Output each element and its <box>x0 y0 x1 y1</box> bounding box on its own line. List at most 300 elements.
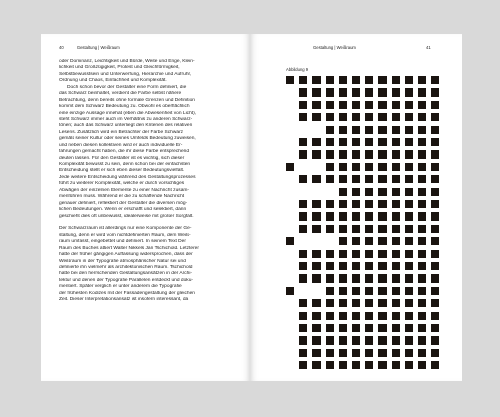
grid-square <box>431 175 439 183</box>
grid-square <box>299 113 307 121</box>
grid-square <box>352 324 360 332</box>
grid-square <box>431 237 439 245</box>
grid-square <box>431 299 439 307</box>
grid-square <box>405 76 413 84</box>
grid-square <box>352 163 360 171</box>
grid-square <box>299 299 307 307</box>
text-line: Ordnung und Chaos, Einfachheit und Komplexität. <box>59 78 167 84</box>
left-page-number: 40 <box>59 45 64 50</box>
grid-square <box>339 225 347 233</box>
grid-square <box>378 324 386 332</box>
grid-square <box>326 88 334 96</box>
text-line: deuten lassen. Für den Gestalter ist es wichtig, sich dieser <box>59 155 185 161</box>
grid-square <box>286 287 294 295</box>
grid-square <box>365 262 373 270</box>
grid-square <box>392 361 400 369</box>
grid-square <box>365 287 373 295</box>
right-running-title: Gestaltung | Weißraum <box>313 45 356 50</box>
grid-square <box>431 312 439 320</box>
grid-square <box>365 324 373 332</box>
grid-square <box>378 101 386 109</box>
grid-square <box>299 312 307 320</box>
grid-square <box>378 287 386 295</box>
grid-square <box>405 299 413 307</box>
grid-square <box>418 113 426 121</box>
text-line: genauer definiert, reflektiert der Gestalter die diversen mög- <box>59 200 188 206</box>
grid-square <box>378 76 386 84</box>
grid-square <box>431 212 439 220</box>
grid-square <box>352 88 360 96</box>
grid-square <box>431 188 439 196</box>
grid-square <box>378 150 386 158</box>
grid-square <box>299 101 307 109</box>
grid-square <box>431 200 439 208</box>
grid-square <box>312 212 320 220</box>
grid-square <box>326 336 334 344</box>
text-line: der frühesten Kodizes mit der Fassadengestaltung der gleichen <box>59 290 195 296</box>
grid-square <box>326 138 334 146</box>
grid-square <box>405 324 413 332</box>
grid-square <box>405 200 413 208</box>
grid-square <box>312 150 320 158</box>
grid-square <box>392 274 400 282</box>
grid-square <box>392 175 400 183</box>
grid-square <box>378 175 386 183</box>
grid-square <box>299 274 307 282</box>
grid-square <box>378 138 386 146</box>
grid-square <box>418 336 426 344</box>
grid-square <box>378 200 386 208</box>
grid-square <box>392 126 400 134</box>
grid-square <box>326 250 334 258</box>
grid-square <box>312 312 320 320</box>
grid-square <box>431 150 439 158</box>
grid-square <box>326 200 334 208</box>
grid-square <box>352 126 360 134</box>
grid-square <box>405 225 413 233</box>
grid-square <box>326 299 334 307</box>
text-line: Der Schwarzraum ist allerdings nur eine Komponente der Ge- <box>59 226 192 232</box>
grid-square <box>418 126 426 134</box>
text-line: geschieht dies oft unbewusst, idealerweise mit großer Sorgfalt. <box>59 213 194 219</box>
grid-square <box>339 188 347 196</box>
text-line: eine einzige Aussage innehat (eben die Abwesenheit von Licht), <box>59 110 197 116</box>
grid-square <box>352 212 360 220</box>
grid-square <box>405 113 413 121</box>
text-line: das Schwarz beinhaltet, verdient die Farbe selbst nähere <box>59 91 182 97</box>
text-line: tektur und denen der Typografie Parallelen entdeckt und doku- <box>59 277 194 283</box>
text-line: steht Schwarz immer auch im Verhältnis zu anderen Schwarz- <box>59 116 193 122</box>
grid-square <box>392 76 400 84</box>
grid-square <box>312 76 320 84</box>
grid-square <box>352 188 360 196</box>
grid-square <box>418 324 426 332</box>
grid-square <box>339 237 347 245</box>
grid-square <box>418 349 426 357</box>
grid-square <box>392 336 400 344</box>
left-page <box>41 34 250 381</box>
grid-square <box>431 88 439 96</box>
grid-square <box>378 312 386 320</box>
grid-square <box>299 76 307 84</box>
grid-square <box>405 274 413 282</box>
figure-square-grid <box>286 76 446 374</box>
grid-square <box>418 88 426 96</box>
grid-square <box>312 361 320 369</box>
grid-square <box>418 200 426 208</box>
grid-square <box>431 113 439 121</box>
grid-square <box>392 88 400 96</box>
grid-square <box>299 324 307 332</box>
grid-square <box>378 126 386 134</box>
grid-square <box>418 188 426 196</box>
grid-square <box>378 163 386 171</box>
grid-square <box>326 76 334 84</box>
grid-square <box>352 312 360 320</box>
grid-square <box>392 349 400 357</box>
grid-square <box>378 299 386 307</box>
grid-square <box>418 299 426 307</box>
grid-square <box>312 274 320 282</box>
grid-square <box>339 150 347 158</box>
grid-square <box>431 138 439 146</box>
grid-square <box>405 237 413 245</box>
grid-square <box>352 250 360 258</box>
grid-square <box>339 312 347 320</box>
text-line: Jede weitere Entscheidung während des Gestaltungsprozesses <box>59 174 196 180</box>
grid-square <box>339 299 347 307</box>
grid-square <box>418 212 426 220</box>
grid-square <box>378 361 386 369</box>
grid-square <box>286 76 294 84</box>
grid-square <box>299 200 307 208</box>
grid-square <box>339 101 347 109</box>
grid-square <box>326 312 334 320</box>
grid-square <box>418 237 426 245</box>
text-line: Entscheidung stellt er sich eben dieser Bedeutungsvielfalt. <box>59 168 185 174</box>
grid-square <box>405 88 413 96</box>
text-line: und neben diesen kollektiven wird er auch individuelle Er- <box>59 142 183 148</box>
grid-square <box>392 299 400 307</box>
grid-square <box>405 212 413 220</box>
grid-square <box>312 262 320 270</box>
grid-square <box>405 250 413 258</box>
text-line: Raum des Buches attiert Walter Nikkels Jan Tschichold. Letzterer <box>59 245 199 251</box>
grid-square <box>326 212 334 220</box>
grid-square <box>431 349 439 357</box>
grid-square <box>339 113 347 121</box>
grid-square <box>418 361 426 369</box>
grid-square <box>312 225 320 233</box>
grid-square <box>365 336 373 344</box>
text-line: führt zu weiterer Komplexität, welche er durch vorsichtiges <box>59 181 185 187</box>
grid-square <box>339 274 347 282</box>
grid-square <box>418 262 426 270</box>
grid-square <box>431 101 439 109</box>
grid-square <box>365 274 373 282</box>
grid-square <box>431 126 439 134</box>
grid-square <box>378 188 386 196</box>
grid-square <box>326 225 334 233</box>
grid-square <box>352 349 360 357</box>
grid-square <box>365 126 373 134</box>
grid-square <box>312 349 320 357</box>
grid-square <box>326 349 334 357</box>
grid-square <box>392 212 400 220</box>
grid-square <box>378 88 386 96</box>
grid-square <box>352 274 360 282</box>
grid-square <box>339 336 347 344</box>
grid-square <box>312 101 320 109</box>
grid-square <box>326 361 334 369</box>
grid-square <box>431 225 439 233</box>
grid-square <box>339 126 347 134</box>
grid-square <box>339 76 347 84</box>
grid-square <box>365 349 373 357</box>
text-line: mentiert. Später verglich er unter anderem die Typografie <box>59 284 182 290</box>
grid-square <box>299 88 307 96</box>
grid-square <box>352 299 360 307</box>
text-line: Selbstbewusstsein und Unterwerfung, Hierarchie und Aufruhr, <box>59 71 192 77</box>
grid-square <box>378 212 386 220</box>
grid-square <box>405 361 413 369</box>
grid-square <box>352 262 360 270</box>
grid-square <box>326 175 334 183</box>
left-running-head <box>59 45 120 50</box>
grid-square <box>392 237 400 245</box>
grid-square <box>339 262 347 270</box>
grid-square <box>299 361 307 369</box>
grid-square <box>299 150 307 158</box>
text-line: Komplexität bewusst zu sein, denn schon bei der einfachsten <box>59 162 191 167</box>
grid-square <box>352 287 360 295</box>
grid-square <box>431 274 439 282</box>
grid-square <box>365 225 373 233</box>
grid-square <box>312 299 320 307</box>
grid-square <box>431 336 439 344</box>
grid-square <box>299 138 307 146</box>
grid-square <box>378 113 386 121</box>
grid-square <box>405 175 413 183</box>
grid-square <box>365 113 373 121</box>
grid-square <box>299 250 307 258</box>
grid-square <box>392 138 400 146</box>
text-line: Zeit. Dieser Interpretationsansatz ist insofern interessant, da <box>59 297 189 303</box>
grid-square <box>365 200 373 208</box>
right-page-number: 41 <box>426 45 431 50</box>
grid-square <box>418 225 426 233</box>
grid-square <box>405 349 413 357</box>
grid-square <box>352 200 360 208</box>
grid-square <box>326 262 334 270</box>
grid-square <box>326 324 334 332</box>
grid-square <box>405 126 413 134</box>
text-line: Abwägen der einzelnen Elemente zu einer Nachricht zusam- <box>59 187 190 193</box>
text-line: fahrungen gemacht haben, die ihr diese Farbe entsprechend <box>59 149 190 155</box>
grid-square <box>365 76 373 84</box>
grid-square <box>392 312 400 320</box>
text-line: hatte der früher gängigen Auffassung widersprochen, dass der <box>59 252 193 258</box>
grid-square <box>418 138 426 146</box>
grid-square <box>405 163 413 171</box>
grid-square <box>392 287 400 295</box>
right-page <box>250 34 462 381</box>
grid-square <box>431 324 439 332</box>
grid-square <box>392 324 400 332</box>
text-line: Weißraum in der Typografie atmosphärischer Natur sei und <box>59 258 186 264</box>
grid-square <box>339 88 347 96</box>
grid-square <box>365 163 373 171</box>
grid-square <box>339 175 347 183</box>
grid-square <box>352 225 360 233</box>
text-line: staltung, denn er wird vom nichtdefinierten Raum, dem Weiß- <box>59 232 191 238</box>
grid-square <box>405 188 413 196</box>
grid-square <box>418 175 426 183</box>
grid-square <box>418 274 426 282</box>
grid-square <box>326 126 334 134</box>
grid-square <box>378 262 386 270</box>
grid-square <box>418 76 426 84</box>
grid-square <box>365 101 373 109</box>
grid-square <box>431 287 439 295</box>
grid-square <box>312 175 320 183</box>
grid-square <box>431 163 439 171</box>
grid-square <box>339 200 347 208</box>
grid-square <box>286 163 294 171</box>
grid-square <box>365 88 373 96</box>
grid-square <box>312 250 320 258</box>
grid-square <box>365 138 373 146</box>
grid-square <box>286 237 294 245</box>
grid-square <box>418 163 426 171</box>
left-body-text <box>59 59 236 304</box>
grid-square <box>339 349 347 357</box>
grid-square <box>339 287 347 295</box>
grid-square <box>365 188 373 196</box>
grid-square <box>312 324 320 332</box>
grid-square <box>405 101 413 109</box>
grid-square <box>392 200 400 208</box>
text-line: Doch schon bevor der Gestalter eine Form definiert, die <box>67 84 187 90</box>
grid-square <box>352 138 360 146</box>
grid-square <box>339 138 347 146</box>
grid-square <box>299 262 307 270</box>
grid-square <box>378 250 386 258</box>
grid-square <box>339 361 347 369</box>
text-line: menführen muss. Während er die zu schaffende Nachricht <box>59 194 185 200</box>
grid-square <box>405 336 413 344</box>
grid-square <box>418 101 426 109</box>
text-line: lichkeit und Großzügigkeit, Protest und Gleichförmigkeit, <box>59 65 180 71</box>
grid-square <box>365 237 373 245</box>
text-line: kommt dem Schwarz Bedeutung zu. Obwohl es oberflächlich <box>59 104 190 110</box>
figure-caption: Abbildung 9 <box>286 67 309 72</box>
grid-square <box>299 212 307 220</box>
grid-square <box>365 212 373 220</box>
grid-square <box>378 274 386 282</box>
grid-square <box>339 212 347 220</box>
grid-square <box>378 237 386 245</box>
grid-square <box>326 101 334 109</box>
grid-square <box>326 274 334 282</box>
grid-square <box>418 250 426 258</box>
grid-square <box>299 349 307 357</box>
grid-square <box>431 262 439 270</box>
grid-square <box>299 175 307 183</box>
grid-square <box>418 150 426 158</box>
grid-square <box>405 262 413 270</box>
text-line: Lesens. Zusätzlich wird ein Betrachter der Farbe Schwarz <box>59 129 184 135</box>
text-line: tönen; auch das Schwarz unterliegt den Kriterien des relativen <box>59 123 193 129</box>
grid-square <box>405 150 413 158</box>
grid-square <box>392 150 400 158</box>
grid-square <box>378 225 386 233</box>
grid-square <box>352 76 360 84</box>
grid-square <box>339 163 347 171</box>
grid-square <box>392 225 400 233</box>
grid-square <box>326 150 334 158</box>
text-line: lichen Bedeutungen. Wenn er erschafft und selektiert, dann <box>59 207 187 213</box>
text-line: raum umfasst, eingebettet und definiert. In seinem Text Der <box>59 239 186 245</box>
grid-square <box>392 163 400 171</box>
grid-square <box>418 287 426 295</box>
grid-square <box>405 287 413 295</box>
grid-square <box>392 250 400 258</box>
grid-square <box>431 361 439 369</box>
grid-square <box>431 76 439 84</box>
grid-square <box>352 150 360 158</box>
grid-square <box>365 312 373 320</box>
grid-square <box>392 101 400 109</box>
grid-square <box>312 113 320 121</box>
grid-square <box>352 237 360 245</box>
grid-square <box>299 336 307 344</box>
text-line: hatte bei den herrschenden Gestaltungsansätzen in der Archi- <box>59 271 193 277</box>
grid-square <box>352 336 360 344</box>
grid-square <box>326 113 334 121</box>
grid-square <box>312 138 320 146</box>
grid-square <box>431 250 439 258</box>
grid-square <box>299 225 307 233</box>
grid-square <box>418 312 426 320</box>
grid-square <box>392 188 400 196</box>
grid-square <box>326 287 334 295</box>
grid-square <box>365 150 373 158</box>
grid-square <box>365 299 373 307</box>
grid-square <box>392 113 400 121</box>
grid-square <box>378 336 386 344</box>
grid-square <box>352 361 360 369</box>
grid-square <box>378 349 386 357</box>
grid-square <box>365 175 373 183</box>
grid-square <box>352 101 360 109</box>
text-line: Betrachtung, denn bereits ohne formale Grenzen und Definition <box>59 97 195 103</box>
text-line: oder Dominanz, Leichtigkeit und Bürde, Weite und Enge, Klein- <box>59 59 195 64</box>
grid-square <box>352 175 360 183</box>
grid-square <box>339 250 347 258</box>
grid-square <box>339 324 347 332</box>
grid-square <box>405 312 413 320</box>
grid-square <box>405 138 413 146</box>
left-running-title: Gestaltung | Weißraum <box>76 45 120 50</box>
grid-square <box>352 113 360 121</box>
grid-square <box>326 163 334 171</box>
text-line: definierte ihn vielmehr als architektonischen Raum. Tschichold <box>59 265 193 270</box>
grid-square <box>312 88 320 96</box>
grid-square <box>392 262 400 270</box>
grid-square <box>312 336 320 344</box>
text-line: gemäß seiner Kultur oder seines Umfelds Bedeutung zuweisen, <box>59 136 196 142</box>
